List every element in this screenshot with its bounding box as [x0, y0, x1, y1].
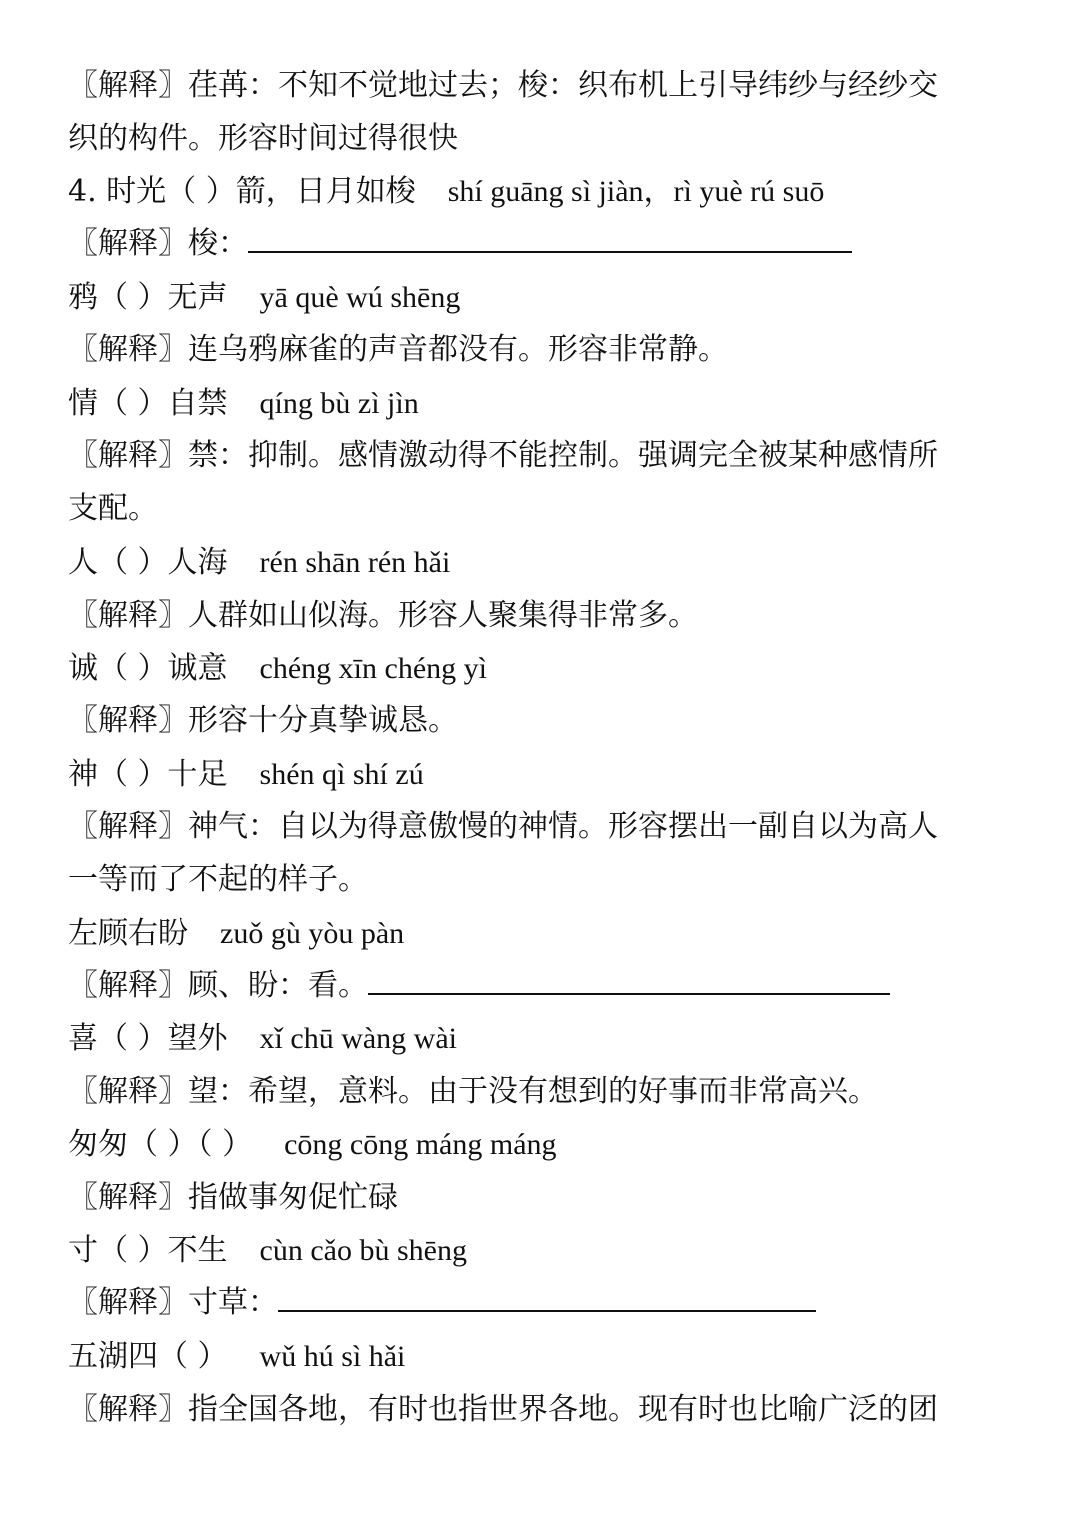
line-4 — [68, 224, 1040, 264]
pinyin: wǔ hú sì hǎi — [259, 1340, 406, 1373]
answer-blank[interactable] — [368, 967, 890, 995]
line-text: 〖解释〗梭： — [68, 226, 248, 261]
line-text: 〖解释〗望：希望，意料。由于没有想到的好事而非常高兴。 — [68, 1074, 878, 1109]
answer-blank[interactable] — [248, 225, 852, 253]
line-text: 人（ ）人海 — [68, 545, 228, 580]
pinyin: chéng xīn chéng yì — [259, 652, 487, 685]
line-13 — [68, 701, 1040, 741]
line-text: 4. 时光（ ）箭，日月如梭 — [68, 174, 416, 209]
pinyin: xǐ chū wàng wài — [259, 1022, 457, 1055]
line-text: 〖解释〗人群如山似海。形容人聚集得非常多。 — [68, 598, 698, 633]
line-text: 寸（ ）不生 — [68, 1233, 228, 1268]
line-14 — [68, 755, 1040, 795]
line-text: 〖解释〗连乌鸦麻雀的声音都没有。形容非常静。 — [68, 332, 728, 367]
line-text: 支配。 — [68, 491, 158, 526]
line-22 — [68, 1178, 1040, 1218]
line-25 — [68, 1337, 1040, 1377]
line-text: 织的构件。形容时间过得很快 — [68, 121, 458, 156]
line-1 — [68, 66, 1040, 106]
pinyin: qíng bù zì jìn — [259, 387, 419, 420]
pinyin: cùn cǎo bù shēng — [259, 1234, 467, 1267]
line-3 — [68, 172, 1040, 212]
pinyin: zuǒ gù yòu pàn — [220, 917, 405, 950]
line-6 — [68, 330, 1040, 370]
line-26 — [68, 1390, 1040, 1430]
pinyin: yā què wú shēng — [259, 281, 461, 314]
pinyin: cōng cōng máng máng — [284, 1128, 557, 1161]
line-11 — [68, 596, 1040, 636]
line-text: 喜（ ）望外 — [68, 1021, 228, 1056]
line-text: 鸦（ ）无声 — [68, 280, 228, 315]
line-text: 情（ ）自禁 — [68, 386, 228, 421]
line-text: 〖解释〗荏苒：不知不觉地过去；梭：织布机上引导纬纱与经纱交 — [68, 68, 938, 103]
line-text: 诚（ ）诚意 — [68, 651, 228, 686]
line-text: 〖解释〗指做事匆促忙碌 — [68, 1180, 398, 1215]
pinyin: rén shān rén hǎi — [259, 546, 451, 579]
line-15 — [68, 807, 1040, 847]
line-21 — [68, 1125, 1040, 1165]
line-text: 〖解释〗顾、盼：看。 — [68, 968, 368, 1003]
line-10 — [68, 543, 1040, 583]
line-text: 神（ ）十足 — [68, 757, 228, 792]
line-text: 一等而了不起的样子。 — [68, 862, 368, 897]
line-text: 〖解释〗神气：自以为得意傲慢的神情。形容摆出一副自以为高人 — [68, 809, 938, 844]
pinyin: shí guāng sì jiàn，rì yuè rú suō — [447, 175, 825, 208]
line-text: 五湖四（ ） — [68, 1339, 228, 1374]
line-text: 〖解释〗禁：抑制。感情激动得不能控制。强调完全被某种感情所 — [68, 438, 938, 473]
line-text: 〖解释〗形容十分真挚诚恳。 — [68, 703, 458, 738]
line-23 — [68, 1231, 1040, 1271]
line-5 — [68, 278, 1040, 318]
line-9 — [68, 489, 1040, 529]
line-text: 匆匆（ ）（ ） — [68, 1127, 253, 1162]
line-2 — [68, 119, 1040, 159]
line-16 — [68, 860, 1040, 900]
line-18 — [68, 966, 1040, 1006]
line-text: 〖解释〗指全国各地，有时也指世界各地。现有时也比喻广泛的团 — [68, 1392, 938, 1427]
line-7 — [68, 384, 1040, 424]
line-17 — [68, 914, 1040, 954]
pinyin: shén qì shí zú — [259, 758, 424, 791]
line-19 — [68, 1019, 1040, 1059]
line-text: 〖解释〗寸草： — [68, 1285, 278, 1320]
line-24 — [68, 1283, 1040, 1323]
line-12 — [68, 649, 1040, 689]
line-20 — [68, 1072, 1040, 1112]
line-text: 左顾右盼 — [68, 916, 188, 951]
answer-blank[interactable] — [278, 1284, 816, 1312]
line-8 — [68, 436, 1040, 476]
